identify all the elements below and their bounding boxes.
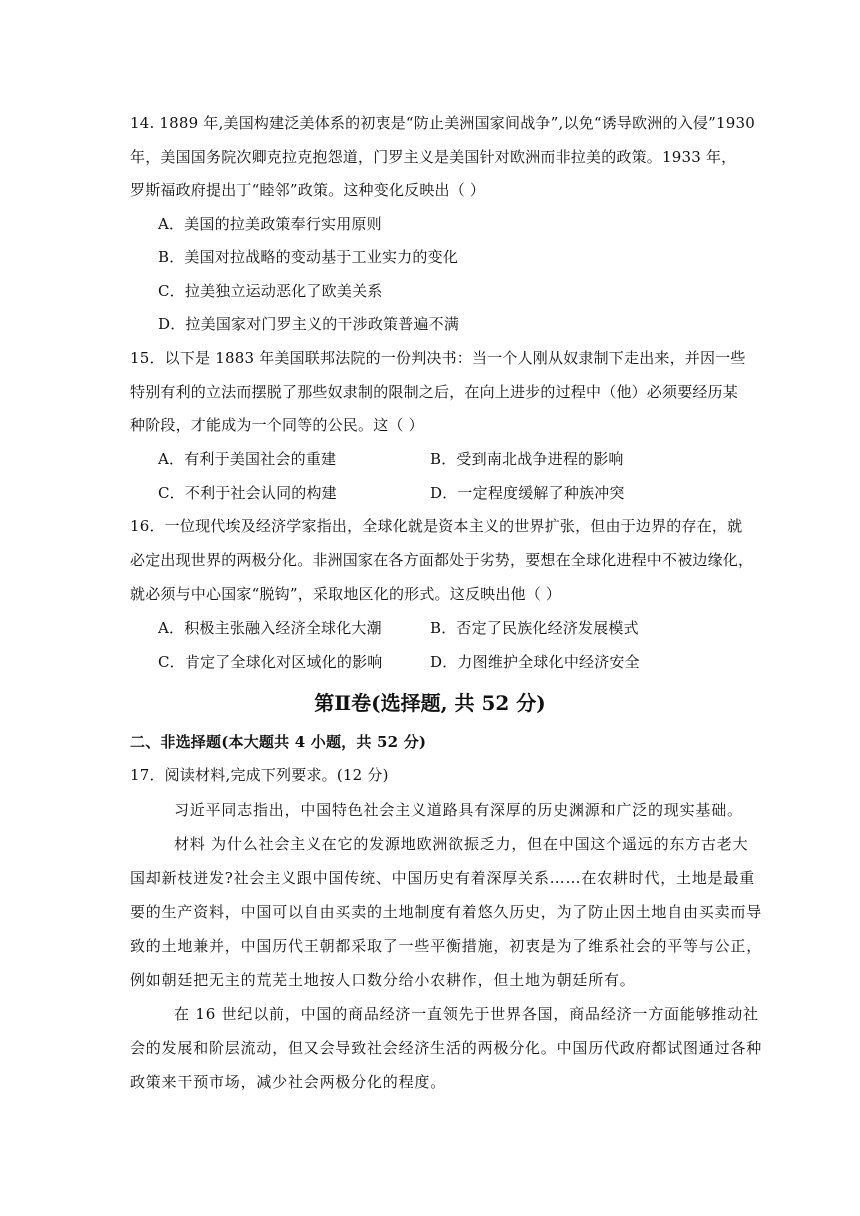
q15-option-a: A．有利于美国社会的重建 [158, 450, 337, 468]
q16-option-d: D．力图维护全球化中经济安全 [430, 653, 640, 671]
q17-material2-line-2: 会的发展和阶层流动，但又会导致社会经济生活的两极分化。中国历代政府都试图通过各种 [130, 1039, 763, 1057]
q15-line-1: 15．以下是 1883 年美国联邦法院的一份判决书：当一个人刚从奴隶制下走出来，并因一些 [130, 349, 746, 367]
q16-line-1: 16．一位现代埃及经济学家指出，全球化就是资本主义的世界扩张，但由于边界的存在，就 [130, 517, 743, 535]
q15-option-c: C．不利于社会认同的构建 [158, 484, 337, 502]
q16-option-c: C．肯定了全球化对区域化的影响 [158, 653, 383, 671]
section-heading: 二、非选择题(本大题共 4 小题，共 52 分) [130, 733, 427, 751]
q14-option-c: C．拉美独立运动恶化了欧美关系 [158, 282, 383, 300]
q17-material2-line-3: 政策来干预市场，减少社会两极分化的程度。 [130, 1073, 447, 1091]
q14-line-2: 年，美国国务院次卿克拉克抱怨道，门罗主义是美国针对欧洲而非拉美的政策。1933 年， [130, 148, 737, 166]
q14-line-3: 罗斯福政府提出丁“睦邻”政策。这种变化反映出（ ） [130, 181, 486, 199]
q17-material1-line-2: 国却新枝迸发?社会主义跟中国传统、中国历史有着深厚关系……在农耕时代，土地是最重 [130, 869, 756, 887]
q14-option-d: D．拉美国家对门罗主义的干涉政策普遍不满 [158, 315, 460, 333]
q17-intro: 习近平同志指出，中国特色社会主义道路具有深厚的历史渊源和广泛的现实基础。 [174, 801, 743, 819]
q16-option-b: B．否定了民族化经济发展模式 [430, 619, 639, 637]
q16-line-2: 必定出现世界的两极分化。非洲国家在各方面都处于劣势，要想在全球化进程中不被边缘化， [130, 551, 754, 569]
q16-line-3: 就必须与中心国家“脱钩”，采取地区化的形式。这反映出他（ ） [130, 585, 562, 603]
q17-material1-line-3: 要的生产资料，中国可以自由买卖的土地制度有着悠久历史，为了防止因土地自由买卖而导 [130, 903, 763, 921]
q17-material1-line-4: 致的土地兼并，中国历代王朝都采取了一些平衡措施，初衷是为了维系社会的平等与公正， [130, 937, 763, 955]
q17-material1-line-5: 例如朝廷把无主的荒芜土地按人口数分给小农耕作，但土地为朝廷所有。 [130, 971, 636, 989]
q15-line-2: 特别有利的立法而摆脱了那些奴隶制的限制之后，在向上进步的过程中（他）必须要经历某 [130, 383, 739, 401]
q14-line-1: 14. 1889 年,美国构建泛美体系的初衷是“防止美洲国家间战争”,以免“诱导欧洲的入侵”1930 [130, 114, 755, 132]
q16-option-a: A．积极主张融入经济全球化大潮 [158, 619, 382, 637]
section-title: 第Ⅱ卷(选择题, 共 52 分) [314, 691, 546, 715]
q14-option-a: A．美国的拉美政策奉行实用原则 [158, 215, 382, 233]
q17-material2-line-1: 在 16 世纪以前，中国的商品经济一直领先于世界各国，商品经济一方面能够推动社 [174, 1005, 759, 1023]
q17-prompt: 17．阅读材料,完成下列要求。(12 分) [130, 766, 389, 784]
q14-option-b: B．美国对拉战略的变动基于工业实力的变化 [158, 248, 459, 266]
q17-material1-line-1: 材料 为什么社会主义在它的发源地欧洲欲振乏力，但在中国这个遥远的东方古老大 [174, 835, 749, 853]
q15-option-d: D．一定程度缓解了种族冲突 [430, 484, 625, 502]
q15-line-3: 种阶段，才能成为一个同等的公民。这（ ） [130, 416, 424, 434]
q15-option-b: B．受到南北战争进程的影响 [430, 450, 624, 468]
